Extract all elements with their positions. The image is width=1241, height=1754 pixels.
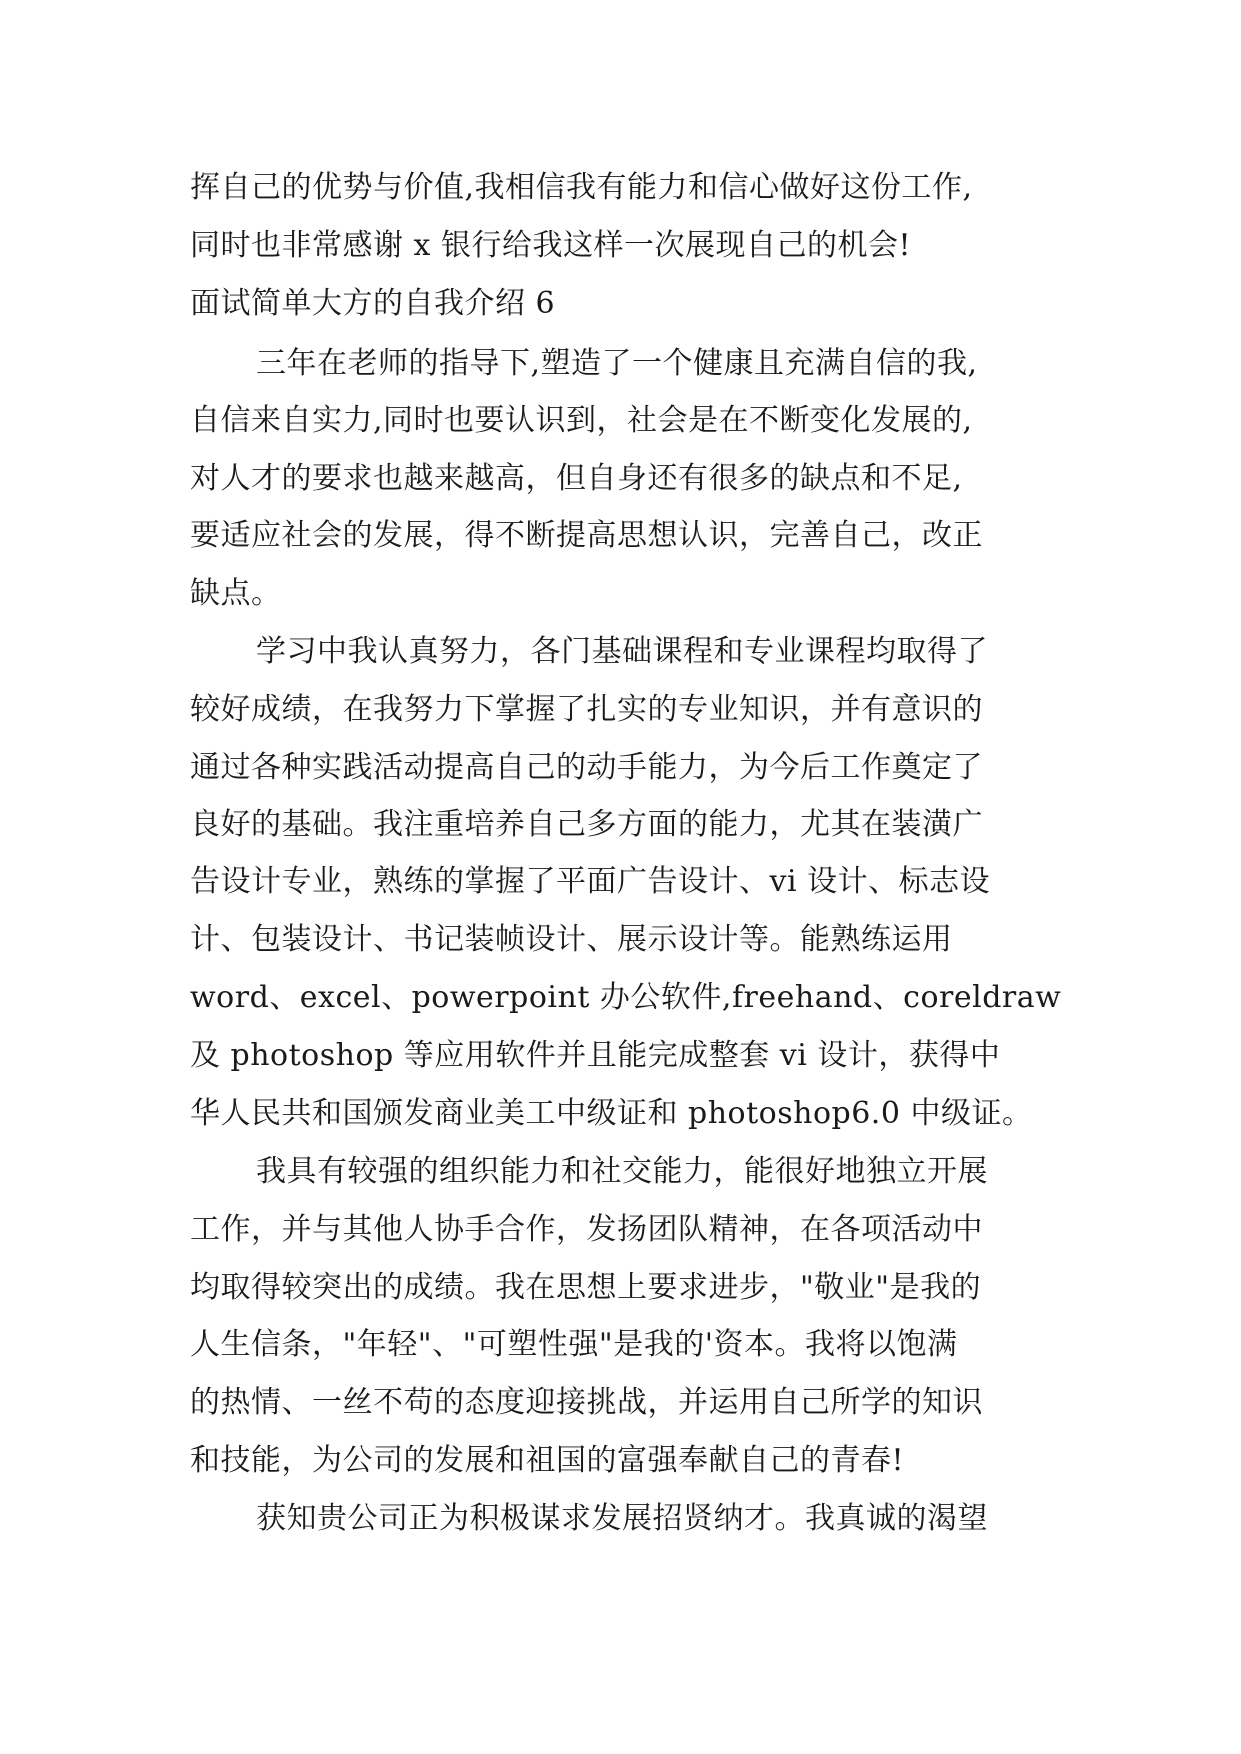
paragraph-3-line-5: 的热情、一丝不苟的态度迎接挑战，并运用自己所学的知识 xyxy=(190,1385,983,1420)
paragraph-1-line-2: 自信来自实力,同时也要认识到，社会是在不断变化发展的, xyxy=(190,403,973,438)
paragraph-3-line-3: 均取得较突出的成绩。我在思想上要求进步，"敬业"是我的 xyxy=(190,1270,982,1305)
paragraph-2-line-1: 学习中我认真努力，各门基础课程和专业课程均取得了 xyxy=(256,634,988,669)
paragraph-2-line-3: 通过各种实践活动提高自己的动手能力，为今后工作奠定了 xyxy=(190,750,983,785)
paragraph-2-line-6: 计、包装设计、书记装帧设计、展示设计等。能熟练运用 xyxy=(190,922,953,957)
paragraph-1-line-3: 对人才的要求也越来越高，但自身还有很多的缺点和不足, xyxy=(190,461,963,496)
paragraph-1-line-1: 三年在老师的指导下,塑造了一个健康且充满自信的我, xyxy=(256,346,978,381)
paragraph-2-line-5: 告设计专业，熟练的掌握了平面广告设计、vi 设计、标志设 xyxy=(190,864,991,899)
paragraph-4-line-1: 获知贵公司正为积极谋求发展招贤纳才。我真诚的渴望 xyxy=(256,1501,988,1536)
text-line-1: 挥自己的优势与价值,我相信我有能力和信心做好这份工作, xyxy=(190,170,973,205)
paragraph-2-line-2: 较好成绩，在我努力下掌握了扎实的专业知识，并有意识的 xyxy=(190,692,983,727)
text-line-2: 同时也非常感谢 x 银行给我这样一次展现自己的机会! xyxy=(190,228,912,263)
section-heading: 面试简单大方的自我介绍 6 xyxy=(190,286,556,321)
paragraph-3-line-1: 我具有较强的组织能力和社交能力，能很好地独立开展 xyxy=(256,1154,988,1189)
paragraph-2-line-4: 良好的基础。我注重培养自己多方面的能力，尤其在装潢广 xyxy=(190,807,983,842)
paragraph-3-line-2: 工作，并与其他人协手合作，发扬团队精神，在各项活动中 xyxy=(190,1212,983,1247)
paragraph-2-line-9: 华人民共和国颁发商业美工中级证和 photoshop6.0 中级证。 xyxy=(190,1096,1033,1131)
paragraph-3-line-4: 人生信条，"年轻"、"可塑性强"是我的'资本。我将以饱满 xyxy=(190,1327,958,1362)
paragraph-2-line-7: word、excel、powerpoint 办公软件,freehand、coreldraw xyxy=(190,980,1062,1015)
paragraph-2-line-8: 及 photoshop 等应用软件并且能完成整套 vi 设计，获得中 xyxy=(190,1038,1001,1073)
paragraph-1-line-4: 要适应社会的发展，得不断提高思想认识，完善自己，改正 xyxy=(190,518,983,553)
paragraph-3-line-6: 和技能，为公司的发展和祖国的富强奉献自己的青春! xyxy=(190,1443,905,1478)
paragraph-1-line-5: 缺点。 xyxy=(190,576,282,611)
